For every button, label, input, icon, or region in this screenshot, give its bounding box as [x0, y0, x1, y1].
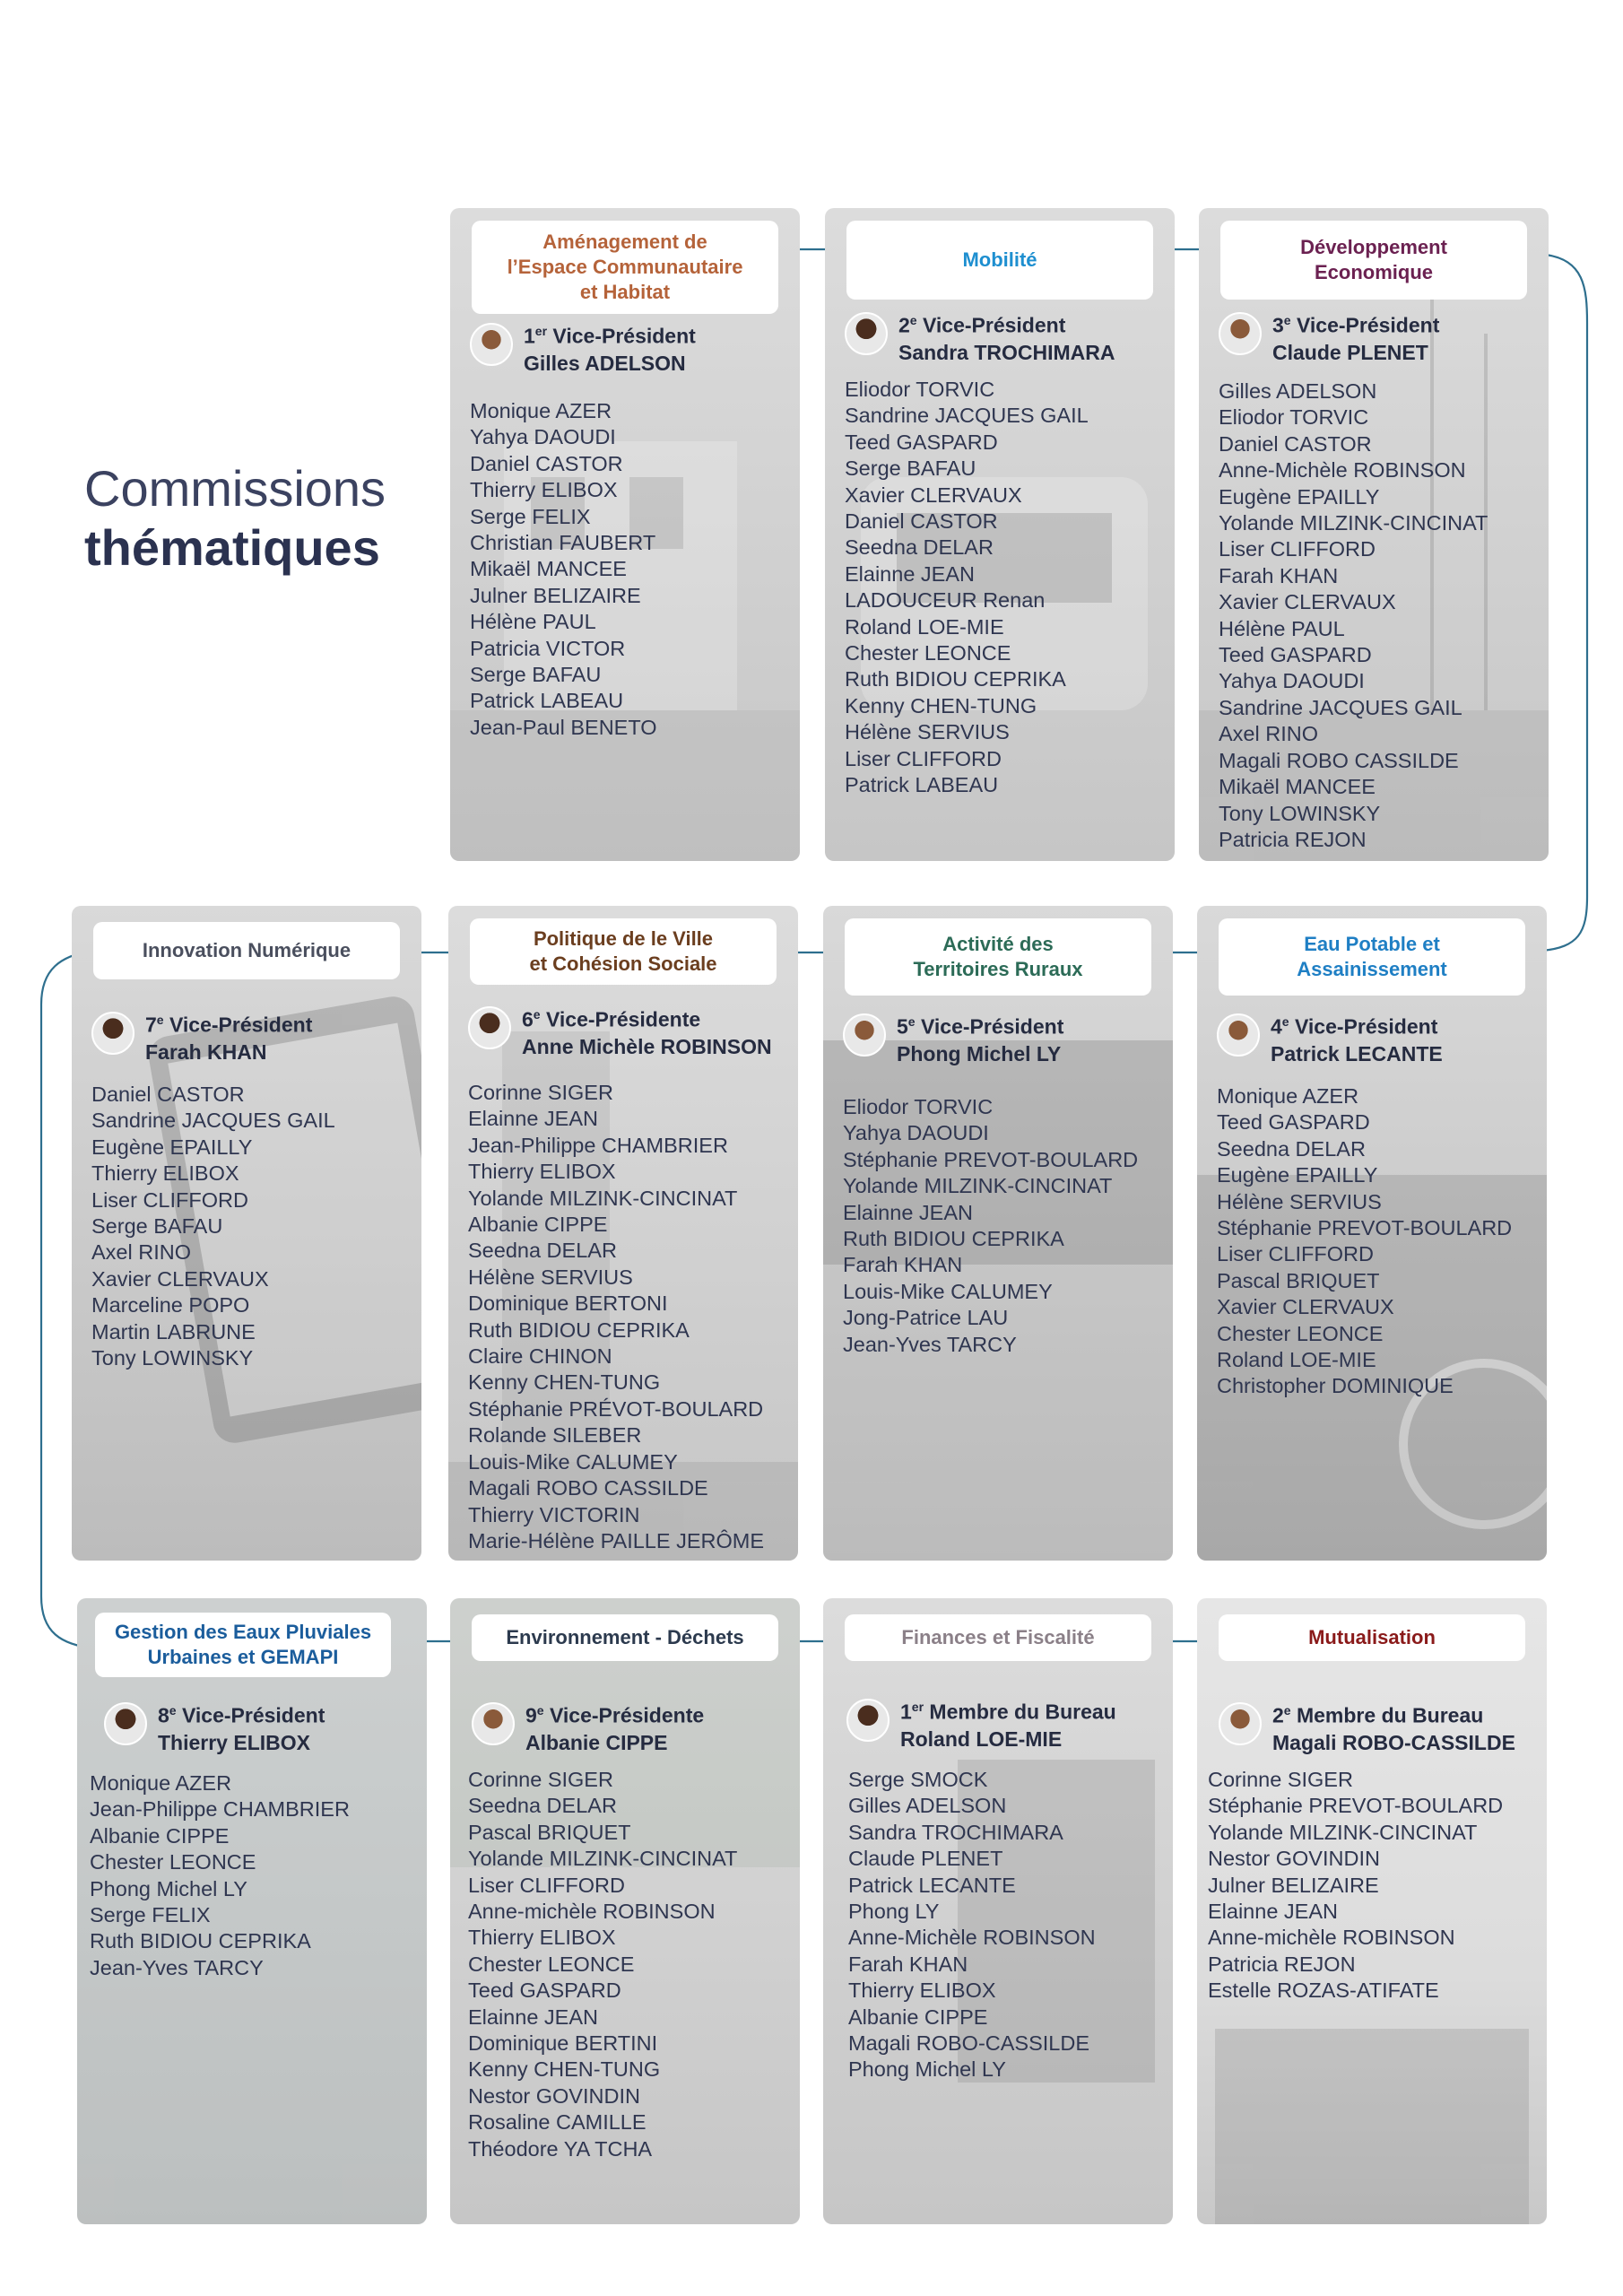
commission-card-eau-potable — [1197, 906, 1547, 1561]
list-item: Corinne SIGER — [1208, 1768, 1353, 1791]
list-item: Eliodor TORVIC — [843, 1095, 994, 1118]
list-item: Patrick LECANTE — [848, 1873, 1016, 1897]
leader-name: Anne Michèle ROBINSON — [522, 1034, 772, 1058]
list-item: Teed GASPARD — [1219, 643, 1372, 667]
leader-block — [468, 1001, 772, 1060]
list-item: Chester LEONCE — [1217, 1321, 1384, 1345]
commission-card-territoires-ruraux — [823, 906, 1173, 1561]
list-item: Patrick LABEAU — [470, 689, 624, 713]
commission-title-territoires-ruraux — [845, 918, 1151, 996]
list-item: Xavier CLERVAUX — [1219, 590, 1396, 614]
list-item: Monique AZER — [1217, 1084, 1359, 1108]
list-item: Rosaline CAMILLE — [468, 2110, 647, 2135]
role-rank: 7 — [145, 1013, 157, 1037]
list-item: Xavier CLERVAUX — [845, 483, 1022, 507]
page-title-line2: thématiques — [84, 519, 380, 576]
list-item: Elainne JEAN — [468, 2005, 598, 2029]
list-item: Albanie CIPPE — [90, 1823, 230, 1848]
list-item: Yolande MILZINK-CINCINAT — [1219, 511, 1488, 535]
title-line: Urbaines et GEMAPI — [147, 1646, 339, 1668]
commission-card-mutualisation — [1197, 1598, 1547, 2224]
member-list — [843, 1094, 1167, 1358]
list-item: Pascal BRIQUET — [1217, 1268, 1380, 1292]
list-item: Stéphanie PRÉVOT-BOULARD — [468, 1396, 764, 1421]
role-rank: 2 — [898, 313, 910, 337]
role-title: Vice-Président — [181, 1703, 325, 1727]
role-suffix: e — [907, 1014, 916, 1029]
list-item: Thierry ELIBOX — [848, 1979, 996, 2003]
list-item: Roland LOE-MIE — [845, 614, 1004, 639]
commission-card-politique-ville — [448, 906, 798, 1561]
title-line: Politique de le Ville — [533, 927, 714, 950]
list-item: Monique AZER — [470, 399, 612, 422]
list-item: Jean-Philippe CHAMBRIER — [468, 1133, 728, 1157]
role-rank: 1 — [524, 324, 535, 348]
list-item: Hélène PAUL — [470, 610, 596, 634]
list-item: Thierry ELIBOX — [470, 478, 618, 502]
list-item: Xavier CLERVAUX — [91, 1266, 269, 1291]
role-rank: 5 — [897, 1014, 908, 1039]
role-rank: 9 — [525, 1703, 537, 1727]
list-item: LADOUCEUR Renan — [845, 588, 1046, 613]
list-item: Thierry VICTORIN — [468, 1502, 640, 1526]
member-list — [468, 1080, 793, 1554]
connector-right-loop — [1542, 255, 1587, 951]
leader-block — [91, 1006, 312, 1065]
list-item: Daniel CASTOR — [1219, 431, 1372, 456]
list-item: Elainne JEAN — [845, 561, 975, 586]
list-item: Mikaël MANCEE — [470, 557, 627, 581]
member-list — [90, 1770, 421, 1981]
list-item: Estelle ROZAS-ATIFATE — [1208, 1979, 1439, 2003]
list-item: Daniel CASTOR — [470, 451, 623, 475]
list-item: Eliodor TORVIC — [845, 378, 995, 401]
list-item: Louis-Mike CALUMEY — [843, 1279, 1053, 1303]
list-item: Ruth BIDIOU CEPRIKA — [468, 1318, 690, 1342]
leader-block — [472, 1697, 704, 1756]
commission-title-amenagement — [472, 221, 778, 314]
title-line: Finances et Fiscalité — [901, 1626, 1095, 1648]
list-item: Liser CLIFFORD — [468, 1873, 625, 1897]
title-line: Mobilité — [962, 248, 1037, 271]
list-item: Louis-Mike CALUMEY — [468, 1449, 678, 1474]
title-line: l’Espace Communautaire — [507, 256, 743, 278]
list-item: Farah KHAN — [843, 1253, 963, 1277]
list-item: Liser CLIFFORD — [1219, 537, 1376, 561]
list-item: Stéphanie PREVOT-BOULARD — [1208, 1794, 1504, 1818]
member-list — [1217, 1083, 1541, 1400]
list-item: Seedna DELAR — [845, 535, 994, 560]
role-title: Membre du Bureau — [929, 1700, 1116, 1724]
member-list — [1208, 1767, 1541, 2005]
list-item: Dominique BERTONI — [468, 1292, 668, 1316]
list-item: Nestor GOVINDIN — [1208, 1847, 1380, 1871]
list-item: Yahya DAOUDI — [1219, 669, 1365, 693]
title-line: Gestion des Eaux Pluviales — [114, 1621, 372, 1643]
list-item: Hélène SERVIUS — [1217, 1189, 1382, 1213]
title-line: Mutualisation — [1308, 1626, 1436, 1648]
list-item: Patricia REJON — [1219, 827, 1367, 851]
list-item: Eugène EPAILLY — [1219, 484, 1380, 509]
list-item: Marie-Hélène PAILLE JERÔME — [468, 1528, 764, 1552]
list-item: Albanie CIPPE — [468, 1213, 608, 1237]
avatar-photo — [91, 1012, 135, 1055]
role-rank: 1 — [900, 1700, 912, 1724]
list-item: Jong-Patrice LAU — [843, 1306, 1009, 1330]
list-item: Anne-Michèle ROBINSON — [848, 1926, 1096, 1950]
commission-title-mobilite — [846, 221, 1153, 300]
leader-name: Albanie CIPPE — [525, 1730, 668, 1754]
list-item: Magali ROBO CASSILDE — [468, 1476, 708, 1500]
list-item: Christian FAUBERT — [470, 531, 656, 555]
role-suffix: e — [1281, 1014, 1289, 1029]
role-suffix: e — [156, 1013, 164, 1027]
leader-name: Phong Michel LY — [897, 1041, 1062, 1065]
list-item: Gilles ADELSON — [848, 1794, 1007, 1818]
leader-name: Gilles ADELSON — [524, 351, 686, 375]
avatar-photo — [470, 323, 513, 366]
commission-card-innovation — [72, 906, 421, 1561]
list-item: Eugène EPAILLY — [1217, 1163, 1378, 1187]
list-item: Nestor GOVINDIN — [468, 2083, 640, 2108]
list-item: Serge BAFAU — [845, 457, 976, 481]
list-item: Kenny CHEN-TUNG — [468, 2057, 661, 2082]
title-line: et Habitat — [579, 281, 671, 303]
list-item: Christopher DOMINIQUE — [1217, 1374, 1454, 1398]
leader-block — [846, 1693, 1116, 1752]
list-item: Sandrine JACQUES GAIL — [91, 1109, 335, 1133]
list-item: Julner BELIZAIRE — [470, 583, 641, 607]
list-item: Monique AZER — [90, 1771, 232, 1795]
leader-name: Magali ROBO-CASSILDE — [1272, 1730, 1515, 1754]
leader-name: Farah KHAN — [145, 1039, 267, 1064]
role-suffix: er — [911, 1700, 924, 1714]
list-item: Axel RINO — [91, 1240, 191, 1265]
title-line: Assainissement — [1297, 958, 1447, 980]
list-item: Eliodor TORVIC — [1219, 405, 1369, 430]
list-item: Liser CLIFFORD — [845, 746, 1002, 770]
list-item: Teed GASPARD — [468, 1979, 621, 2003]
role-rank: 2 — [1272, 1703, 1284, 1727]
role-title: Vice-Président — [1294, 1014, 1438, 1039]
title-line: Aménagement de — [542, 230, 707, 253]
list-item: Hélène SERVIUS — [845, 720, 1010, 744]
commission-title-environnement — [472, 1614, 778, 1661]
list-item: Yolande MILZINK-CINCINAT — [468, 1847, 738, 1871]
role-rank: 6 — [522, 1007, 534, 1031]
title-line: Environnement - Déchets — [506, 1626, 744, 1648]
avatar-photo — [843, 1013, 886, 1057]
list-item: Patricia VICTOR — [470, 636, 626, 660]
list-item: Marceline POPO — [91, 1293, 250, 1318]
avatar-photo — [845, 312, 888, 355]
list-item: Sandrine JACQUES GAIL — [1219, 695, 1462, 719]
title-line: Développement — [1300, 236, 1447, 258]
list-item: Yahya DAOUDI — [843, 1121, 989, 1145]
list-item: Phong Michel LY — [90, 1876, 247, 1900]
title-line: Economique — [1314, 261, 1433, 283]
leader-name: Sandra TROCHIMARA — [898, 340, 1115, 364]
list-item: Corinne SIGER — [468, 1081, 613, 1104]
list-item: Jean-Philippe CHAMBRIER — [90, 1797, 350, 1822]
list-item: Ruth BIDIOU CEPRIKA — [845, 667, 1066, 691]
role-rank: 4 — [1271, 1014, 1282, 1039]
list-item: Kenny CHEN-TUNG — [845, 693, 1037, 718]
role-title: Vice-Président — [552, 324, 696, 348]
list-item: Hélène SERVIUS — [468, 1265, 633, 1289]
list-item: Dominique BERTINI — [468, 2031, 658, 2056]
member-list — [470, 398, 794, 741]
list-item: Seedna DELAR — [468, 1794, 617, 1818]
list-item: Yolande MILZINK-CINCINAT — [843, 1174, 1113, 1198]
role-suffix: e — [169, 1703, 177, 1718]
commission-card-finances — [823, 1598, 1173, 2224]
list-item: Eugène EPAILLY — [91, 1135, 253, 1159]
commission-card-developpement — [1199, 208, 1549, 861]
commission-title-eaux-pluviales — [95, 1613, 391, 1677]
list-item: Liser CLIFFORD — [91, 1187, 248, 1212]
role-title: Vice-Présidente — [549, 1703, 705, 1727]
role-suffix: e — [536, 1703, 544, 1718]
role-suffix: e — [909, 313, 917, 327]
list-item: Phong Michel LY — [848, 2057, 1006, 2082]
avatar-photo — [104, 1702, 147, 1745]
commission-title-mutualisation — [1219, 1614, 1525, 1661]
list-item: Jean-Yves TARCY — [90, 1955, 264, 1979]
role-suffix: er — [534, 324, 548, 338]
list-item: Patricia REJON — [1208, 1952, 1356, 1976]
commission-card-environnement — [450, 1598, 800, 2224]
list-item: Daniel CASTOR — [91, 1083, 245, 1106]
list-item: Thierry ELIBOX — [468, 1160, 616, 1184]
list-item: Corinne SIGER — [468, 1768, 613, 1791]
list-item: Magali ROBO-CASSILDE — [848, 2031, 1090, 2056]
leader-block — [470, 317, 696, 377]
leader-name: Claude PLENET — [1272, 340, 1428, 364]
commission-title-innovation — [93, 922, 400, 979]
member-list — [845, 377, 1169, 799]
role-suffix: e — [1283, 313, 1291, 327]
title-line: Activité des — [942, 933, 1054, 955]
list-item: Théodore YA TCHA — [468, 2136, 653, 2161]
list-item: Liser CLIFFORD — [1217, 1242, 1374, 1266]
list-item: Yahya DAOUDI — [470, 425, 616, 449]
list-item: Roland LOE-MIE — [1217, 1348, 1376, 1372]
list-item: Serge FELIX — [470, 504, 591, 528]
page-title-line1: Commissions — [84, 460, 386, 517]
avatar-photo — [1219, 312, 1262, 355]
leader-block — [104, 1697, 325, 1756]
list-item: Anne-michèle ROBINSON — [468, 1900, 716, 1924]
title-line: Territoires Ruraux — [913, 958, 1083, 980]
list-item: Chester LEONCE — [845, 641, 1011, 665]
list-item: Sandrine JACQUES GAIL — [845, 404, 1089, 428]
list-item: Tony LOWINSKY — [1219, 801, 1381, 825]
member-list — [1219, 378, 1543, 853]
list-item: Chester LEONCE — [468, 1952, 635, 1976]
list-item: Martin LABRUNE — [91, 1319, 256, 1344]
list-item: Thierry ELIBOX — [91, 1161, 239, 1186]
list-item: Hélène PAUL — [1219, 616, 1345, 640]
role-title: Vice-Président — [1296, 313, 1440, 337]
list-item: Magali ROBO CASSILDE — [1219, 748, 1459, 772]
list-item: Seedna DELAR — [1217, 1136, 1366, 1161]
avatar-photo — [1219, 1702, 1262, 1745]
list-item: Anne-michèle ROBINSON — [1208, 1926, 1455, 1950]
leader-block — [1217, 1008, 1443, 1067]
member-list — [91, 1082, 416, 1371]
role-title: Vice-Président — [920, 1014, 1064, 1039]
list-item: Kenny CHEN-TUNG — [468, 1370, 661, 1395]
list-item: Sandra TROCHIMARA — [848, 1820, 1063, 1844]
list-item: Farah KHAN — [848, 1952, 968, 1976]
list-item: Serge SMOCK — [848, 1768, 988, 1791]
list-item: Thierry ELIBOX — [468, 1926, 616, 1950]
leader-block — [845, 307, 1115, 366]
list-item: Teed GASPARD — [845, 430, 998, 454]
member-list — [848, 1767, 1167, 2083]
list-item: Mikaël MANCEE — [1219, 775, 1376, 799]
list-item: Xavier CLERVAUX — [1217, 1295, 1394, 1319]
list-item: Serge BAFAU — [91, 1214, 223, 1239]
role-suffix: e — [533, 1007, 541, 1022]
avatar-photo — [472, 1702, 515, 1745]
list-item: Farah KHAN — [1219, 563, 1339, 587]
page-title — [84, 459, 407, 578]
avatar-photo — [846, 1699, 890, 1742]
list-item: Albanie CIPPE — [848, 2005, 988, 2029]
list-item: Tony LOWINSKY — [91, 1346, 254, 1370]
leader-block — [1219, 307, 1439, 366]
leader-name: Thierry ELIBOX — [158, 1730, 310, 1754]
leader-block — [843, 1008, 1063, 1067]
role-title: Membre du Bureau — [1296, 1703, 1484, 1727]
commission-card-amenagement — [450, 208, 800, 861]
list-item: Yolande MILZINK-CINCINAT — [1208, 1820, 1478, 1844]
commission-title-eau-potable — [1219, 918, 1525, 996]
list-item: Stéphanie PREVOT-BOULARD — [843, 1147, 1139, 1171]
list-item: Jean-Paul BENETO — [470, 715, 657, 739]
title-line: et Cohésion Sociale — [529, 952, 717, 975]
list-item: Patrick LABEAU — [845, 773, 999, 797]
list-item: Elainne JEAN — [1208, 1900, 1338, 1924]
commission-title-developpement — [1220, 221, 1527, 300]
role-title: Vice-Président — [922, 313, 1066, 337]
list-item: Julner BELIZAIRE — [1208, 1873, 1379, 1897]
list-item: Claude PLENET — [848, 1847, 1003, 1871]
title-line: Eau Potable et — [1304, 933, 1440, 955]
list-item: Claire CHINON — [468, 1344, 612, 1369]
list-item: Serge FELIX — [90, 1903, 211, 1927]
member-list — [468, 1767, 794, 2162]
list-item: Elainne JEAN — [843, 1200, 973, 1224]
list-item: Serge BAFAU — [470, 663, 602, 687]
leader-block — [1219, 1697, 1515, 1756]
role-suffix: e — [1283, 1703, 1291, 1718]
leader-name: Roland LOE-MIE — [900, 1726, 1063, 1751]
list-item: Axel RINO — [1219, 722, 1318, 746]
list-item: Ruth BIDIOU CEPRIKA — [843, 1227, 1064, 1251]
list-item: Chester LEONCE — [90, 1850, 256, 1874]
list-item: Anne-Michèle ROBINSON — [1219, 458, 1466, 483]
list-item: Elainne JEAN — [468, 1107, 598, 1131]
role-title: Vice-Présidente — [545, 1007, 701, 1031]
list-item: Phong LY — [848, 1900, 940, 1924]
list-item: Ruth BIDIOU CEPRIKA — [90, 1929, 311, 1953]
list-item: Yolande MILZINK-CINCINAT — [468, 1186, 738, 1210]
list-item: Rolande SILEBER — [468, 1423, 642, 1448]
list-item: Seedna DELAR — [468, 1239, 617, 1263]
commission-card-mobilite — [825, 208, 1175, 861]
commission-card-eaux-pluviales — [77, 1598, 427, 2224]
role-title: Vice-Président — [169, 1013, 313, 1037]
list-item: Gilles ADELSON — [1219, 379, 1377, 403]
commission-title-finances — [845, 1614, 1151, 1661]
list-item: Jean-Yves TARCY — [843, 1332, 1017, 1356]
leader-name: Patrick LECANTE — [1271, 1041, 1443, 1065]
commission-title-politique-ville — [470, 918, 777, 985]
avatar-photo — [1217, 1013, 1260, 1057]
role-rank: 8 — [158, 1703, 169, 1727]
avatar-photo — [468, 1006, 511, 1049]
title-line: Innovation Numérique — [142, 939, 352, 961]
role-rank: 3 — [1272, 313, 1284, 337]
list-item: Daniel CASTOR — [845, 509, 998, 534]
list-item: Stéphanie PREVOT-BOULARD — [1217, 1216, 1513, 1240]
list-item: Pascal BRIQUET — [468, 1820, 631, 1844]
list-item: Teed GASPARD — [1217, 1110, 1370, 1135]
